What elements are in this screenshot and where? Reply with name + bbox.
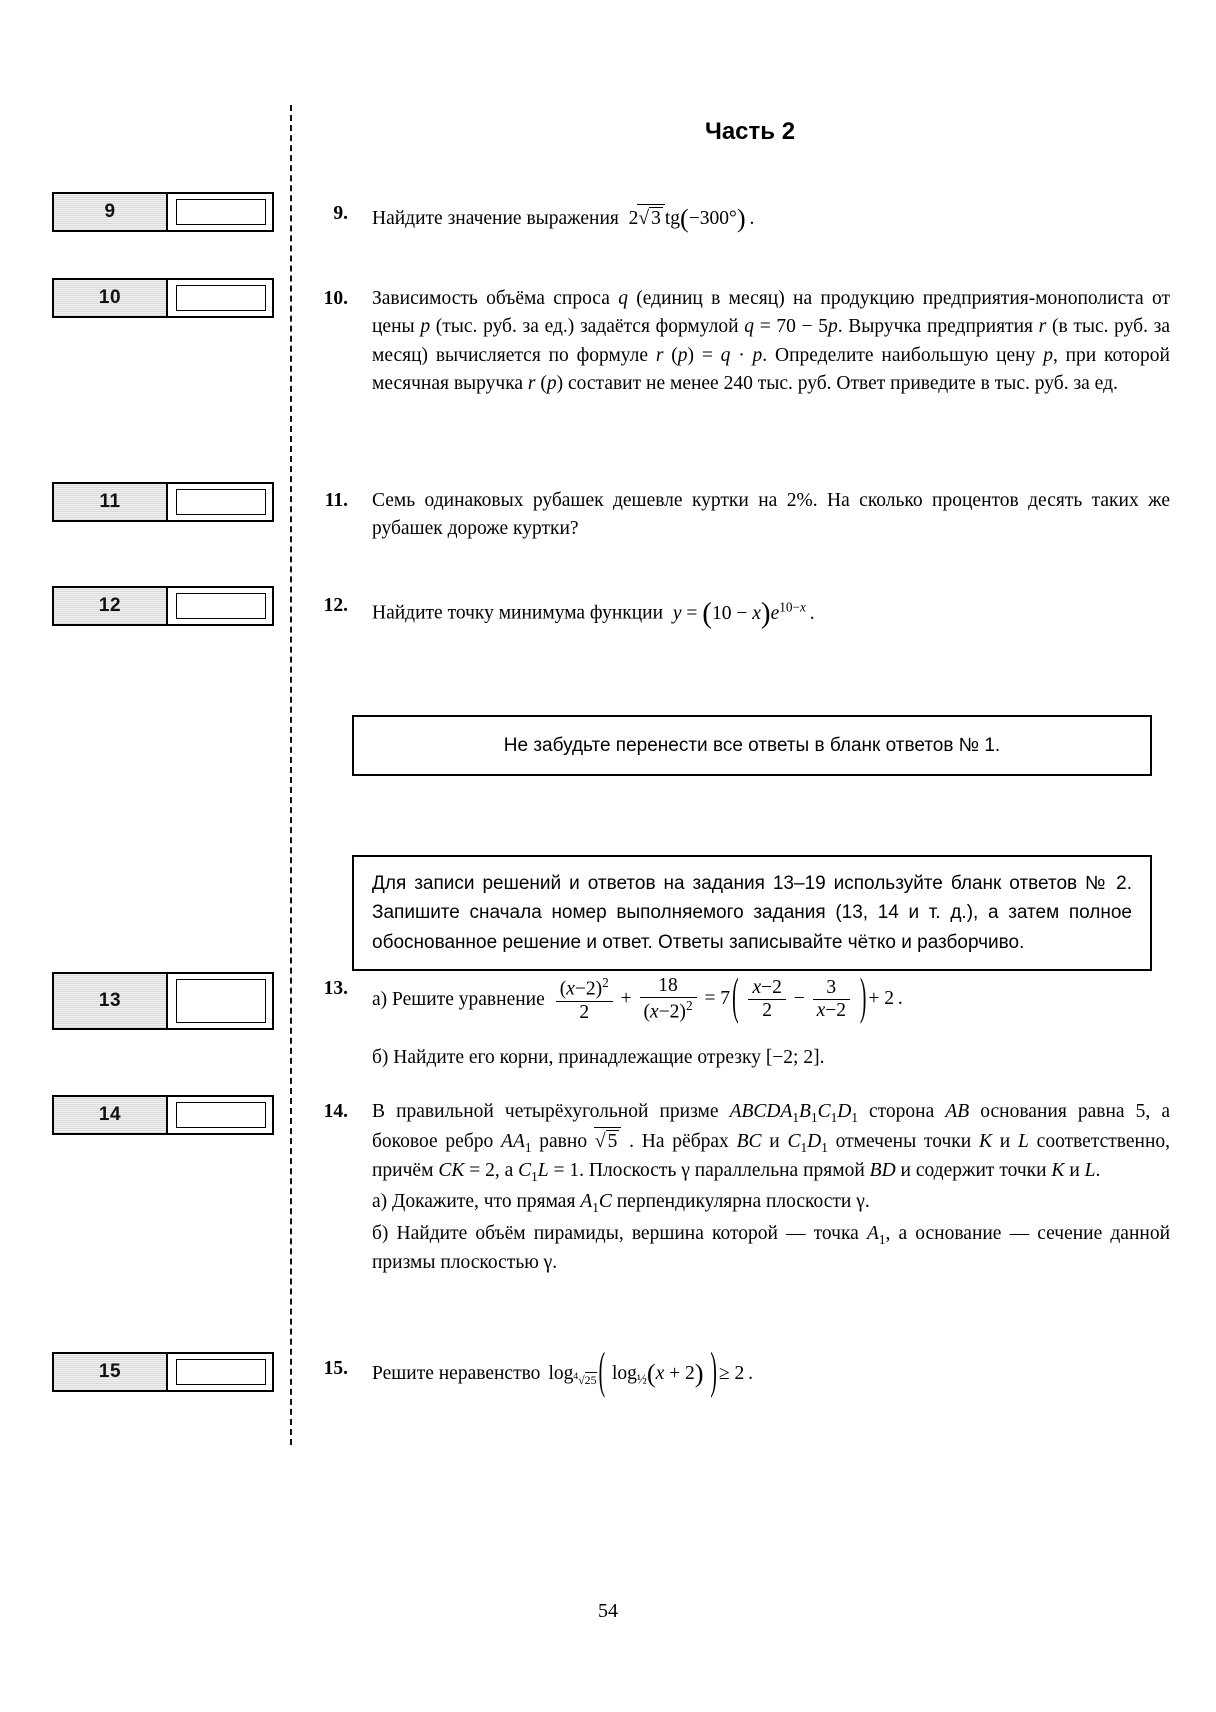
answer-slot-14[interactable] [52,1095,274,1135]
task-text: Решите неравенство [372,1362,541,1384]
task-formula: 2√ 3 tg(−300°) . [623,204,755,233]
answer-slot-field[interactable] [176,593,266,619]
answer-slot-field[interactable] [176,1359,266,1385]
answer-slot-12[interactable] [52,586,274,626]
task-number: 15. [323,1358,348,1379]
answer-slot-field[interactable] [176,1102,266,1128]
task-number: 12. [323,595,348,616]
task-14-part-a: а) Докажите, что прямая $A_1C$ перпендикулярна плоскости γ. [372,1191,870,1216]
answer-slot-field[interactable] [176,489,266,515]
part-title: Часть 2 [704,118,796,145]
task-body [372,1098,1170,1277]
notice-text: Для записи решений и ответов на задания 13–19 используйте бланк ответов № 2. Запишите сначала номер выполняемого задания (13, 14 и т. д.), а затем полное обоснованное решение и ответ. Ответы записывайте чётко и разборчиво. [372,873,1132,953]
answer-slot-number: 13 [54,974,168,1028]
task-12 [323,592,1170,634]
task-body [372,200,1170,238]
answer-slot-field[interactable] [176,285,266,311]
task-body [372,487,1170,544]
task-number: 13. [323,978,348,999]
task-text: Найдите значение выражения [372,207,619,229]
task-15 [323,1345,1170,1401]
task-text: Семь одинаковых рубашек дешевле куртки на 2%. На сколько процентов десять таких же рубашек дороже куртки? [372,490,1170,540]
answer-slot-field[interactable] [176,199,266,225]
answer-slot-number: 10 [54,280,168,316]
answer-slot-number: 12 [54,588,168,624]
task-9 [330,200,1170,238]
answer-slot-9[interactable] [52,192,274,232]
task-body [372,285,1170,398]
task-13-part-b: б) Найдите его корни, принадлежащие отрезку [−2; 2]. [372,1047,825,1069]
task-formula: $y = (10 - x)e^{10-x}$ . [672,597,815,629]
task-formula: $\log_{^4√25}$ ( $\log_{\frac{1}{2}}(x + 2)$ ) ≥ 2 . [548,1345,753,1401]
answer-slot-number: 15 [54,1354,168,1390]
answer-slot-11[interactable] [52,482,274,522]
task-number: 14. [323,1101,348,1122]
answer-slot-number: 14 [54,1097,168,1133]
notice-blank-2 [352,855,1152,971]
dashed-divider [290,105,292,1445]
notice-text: Не забудьте перенести все ответы в бланк ответов № 1. [503,735,1001,756]
task-14-part-b: б) Найдите объём пирамиды, вершина которой — точка $A_1$, а основание — сечение данной призмы плоскостью γ. [372,1222,1171,1273]
task-body [372,1345,1170,1401]
answer-slot-15[interactable] [52,1352,274,1392]
task-text: Найдите точку минимума функции [372,602,664,624]
task-10 [323,285,1170,400]
task-text: а) Решите уравнение [372,988,545,1010]
answer-slot-13[interactable] [52,972,274,1030]
task-text: Зависимость объёма спроса q (единиц в месяц) на продукцию предприятия-монополиста от цены p (тыс. руб. за ед.) задаётся формулой q = 70 − 5p. Выручка предприятия r (в тыс. руб. за месяц) вычисляется по формуле r (p) = q · p. Определите наибольшую цену p, при которой месячная выручка r (p) составит не менее 240 тыс. руб. Ответ приведите в тыс. руб. за ед. [372,288,1170,394]
answer-slot-number: 11 [54,484,168,520]
task-14-intro: В правильной четырёхугольной призме $ABCDA_1B_1C_1D_1$ сторона AB основания равна 5, а боковое ребро $AA_1$ равно √ 5 . На рёбрах BC и $C_1D_1$ отмечены точки K и L соответственно, причём CK = 2, а $C_1L = 1$. Плоскость γ параллельна прямой BD и содержит точки K и L. [372,1101,1171,1185]
task-number: 11. [324,490,348,511]
task-body [372,592,1170,634]
notice-transfer-answers [352,715,1152,776]
page-number: 54 [598,1600,618,1622]
task-number: 10. [323,288,348,309]
answer-slot-field[interactable] [176,979,266,1023]
task-13 [323,970,1170,1075]
task-11 [324,487,1170,546]
task-body [372,970,1170,1073]
task-formula: $\frac{(x-2)^2}{2}$ + $\frac{18}{(x-2)^2}$ = 7 ( $\frac{x-2}{2}$ − $\frac{3}{x-2}$ ) + 2 . [553,975,903,1024]
task-13-part-a [372,970,1170,1026]
answer-slot-10[interactable] [52,278,274,318]
task-14 [323,1098,1171,1279]
task-number: 9. [333,203,348,224]
answer-slot-number: 9 [54,194,168,230]
